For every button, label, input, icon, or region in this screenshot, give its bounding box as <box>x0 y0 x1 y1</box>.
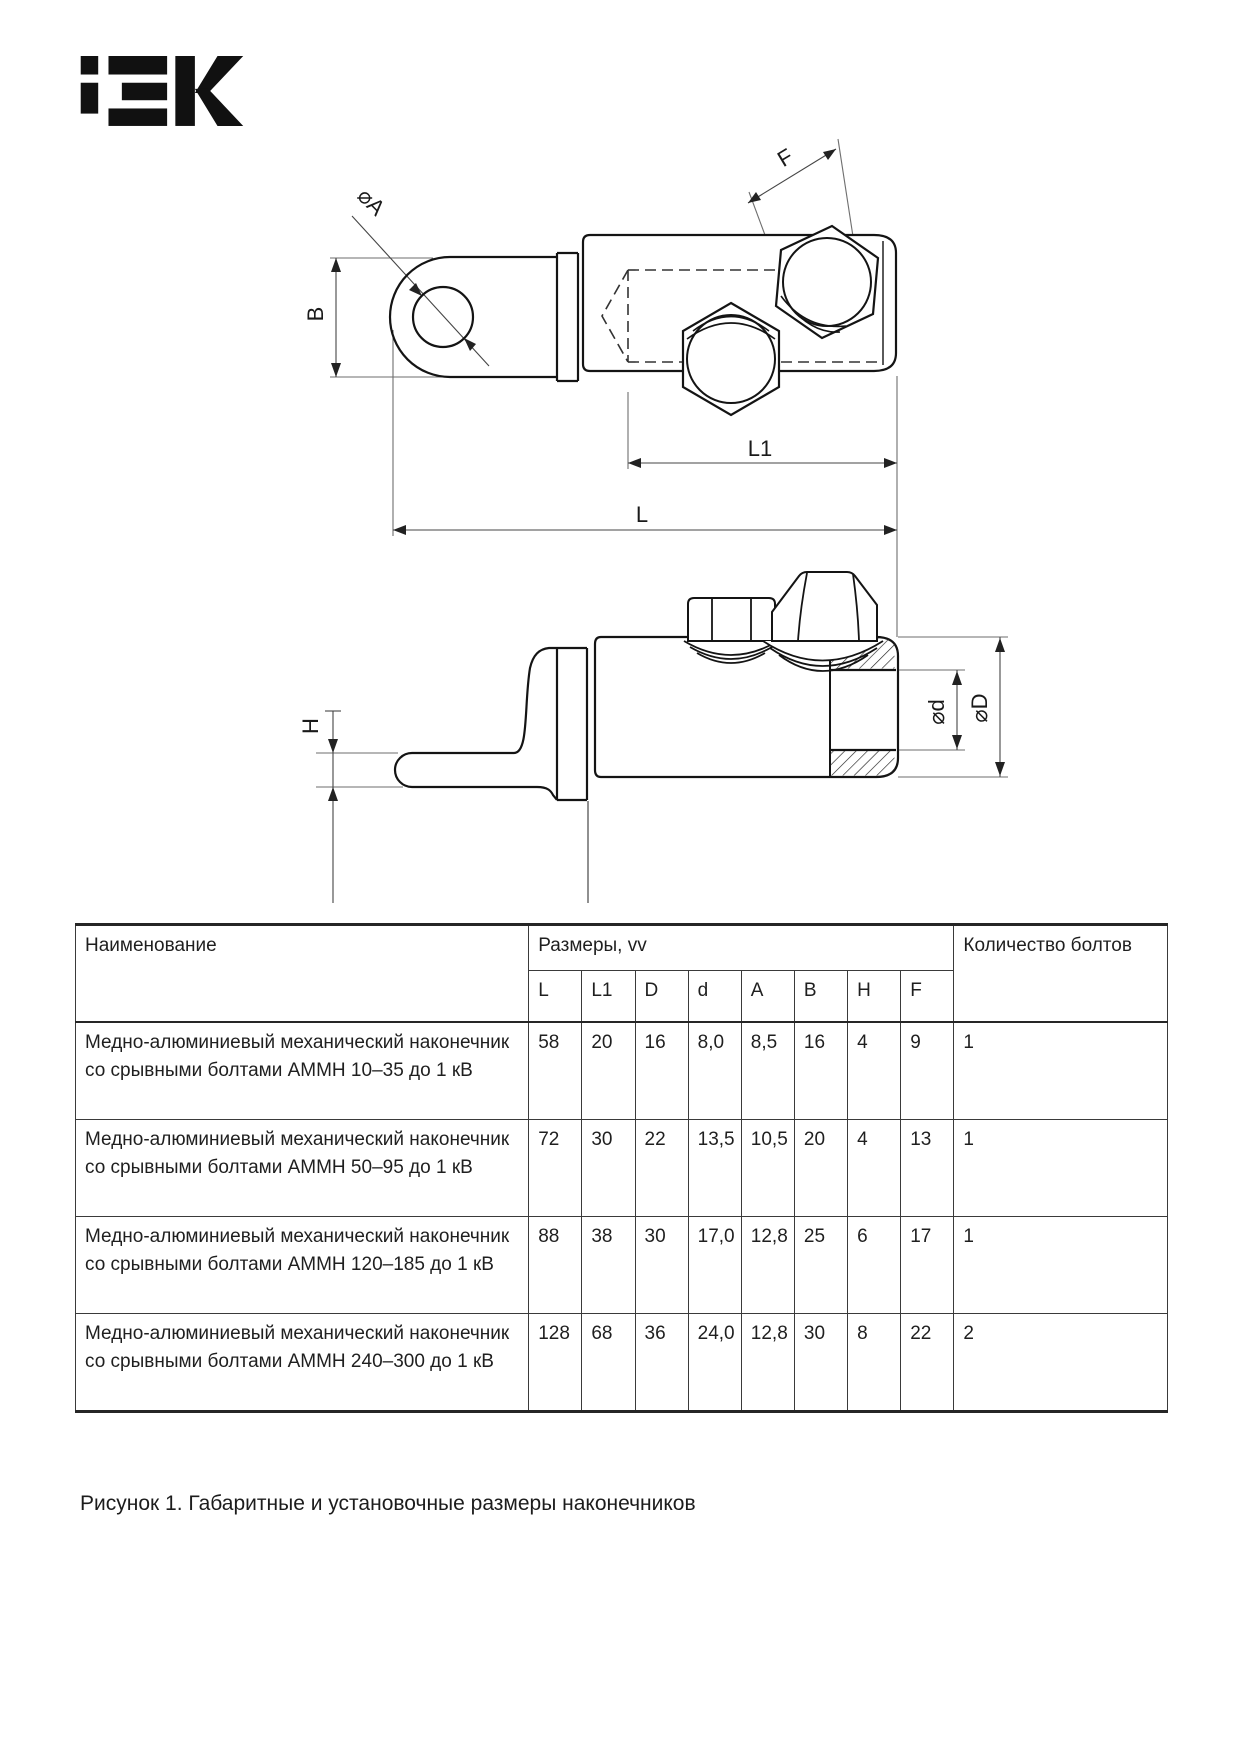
cell-value: 128 <box>529 1314 582 1412</box>
cell-value: 22 <box>901 1314 954 1412</box>
cell-value: 30 <box>635 1217 688 1314</box>
cell-qty: 1 <box>954 1120 1168 1217</box>
cell-name: Медно-алюминиевый механический наконечник со срывными болтами АММН 50–95 до 1 кВ <box>76 1120 529 1217</box>
subheader-h: H <box>848 971 901 1023</box>
cell-value: 17,0 <box>688 1217 741 1314</box>
cell-value: 30 <box>582 1120 635 1217</box>
cell-qty: 2 <box>954 1314 1168 1412</box>
cell-value: 17 <box>901 1217 954 1314</box>
cell-value: 36 <box>635 1314 688 1412</box>
cell-value: 13 <box>901 1120 954 1217</box>
cell-value: 38 <box>582 1217 635 1314</box>
table-row <box>76 1217 1168 1314</box>
side-view-drawing <box>298 572 1008 903</box>
dim-label-dia-d-big: ⌀D <box>967 693 992 723</box>
header-name: Наименование <box>76 925 529 1023</box>
subheader-a: A <box>741 971 794 1023</box>
subheader-l1: L1 <box>582 971 635 1023</box>
subheader-d-small: d <box>688 971 741 1023</box>
cell-value: 20 <box>794 1120 847 1217</box>
cell-value: 12,8 <box>741 1314 794 1412</box>
table-header-row <box>76 925 1168 971</box>
cell-value: 8,5 <box>741 1022 794 1120</box>
cell-value: 4 <box>848 1120 901 1217</box>
dimensions-table <box>75 923 1168 1413</box>
subheader-f: F <box>901 971 954 1023</box>
cell-value: 10,5 <box>741 1120 794 1217</box>
cell-value: 25 <box>794 1217 847 1314</box>
dim-label-l1: L1 <box>747 436 773 461</box>
dim-label-l: L <box>635 502 649 527</box>
subheader-b: B <box>794 971 847 1023</box>
figure-caption: Рисунок 1. Габаритные и установочные размеры наконечников <box>80 1492 696 1515</box>
cell-name: Медно-алюминиевый механический наконечник со срывными болтами АММН 240–300 до 1 кВ <box>76 1314 529 1412</box>
cell-value: 68 <box>582 1314 635 1412</box>
cell-value: 16 <box>635 1022 688 1120</box>
cell-value: 13,5 <box>688 1120 741 1217</box>
cell-value: 4 <box>848 1022 901 1120</box>
cell-name: Медно-алюминиевый механический наконечник со срывными болтами АММН 10–35 до 1 кВ <box>76 1022 529 1120</box>
dim-label-dia-d-small: ⌀d <box>924 699 949 725</box>
cell-value: 24,0 <box>688 1314 741 1412</box>
header-sizes: Размеры, vv <box>529 925 954 971</box>
cell-value: 22 <box>635 1120 688 1217</box>
cell-name: Медно-алюминиевый механический наконечник со срывными болтами АММН 120–185 до 1 кВ <box>76 1217 529 1314</box>
cell-value: 12,8 <box>741 1217 794 1314</box>
cell-value: 58 <box>529 1022 582 1120</box>
cell-value: 16 <box>794 1022 847 1120</box>
top-view-drawing <box>303 139 897 637</box>
cell-value: 30 <box>794 1314 847 1412</box>
cell-value: 6 <box>848 1217 901 1314</box>
dim-label-dia-a: ⌀A <box>352 182 391 221</box>
cell-value: 20 <box>582 1022 635 1120</box>
table-row <box>76 1022 1168 1120</box>
side-view-bolt-right <box>763 572 883 671</box>
cell-value: 8,0 <box>688 1022 741 1120</box>
cell-qty: 1 <box>954 1217 1168 1314</box>
table-row <box>76 1314 1168 1412</box>
header-qty: Количество болтов <box>954 925 1168 1023</box>
table-row <box>76 1120 1168 1217</box>
subheader-l: L <box>529 971 582 1023</box>
dim-label-b: B <box>303 306 328 322</box>
cell-value: 9 <box>901 1022 954 1120</box>
cell-value: 88 <box>529 1217 582 1314</box>
subheader-d-big: D <box>635 971 688 1023</box>
dim-label-f: F <box>772 143 798 172</box>
cell-qty: 1 <box>954 1022 1168 1120</box>
dim-label-h: H <box>298 718 323 734</box>
cell-value: 8 <box>848 1314 901 1412</box>
cell-value: 72 <box>529 1120 582 1217</box>
